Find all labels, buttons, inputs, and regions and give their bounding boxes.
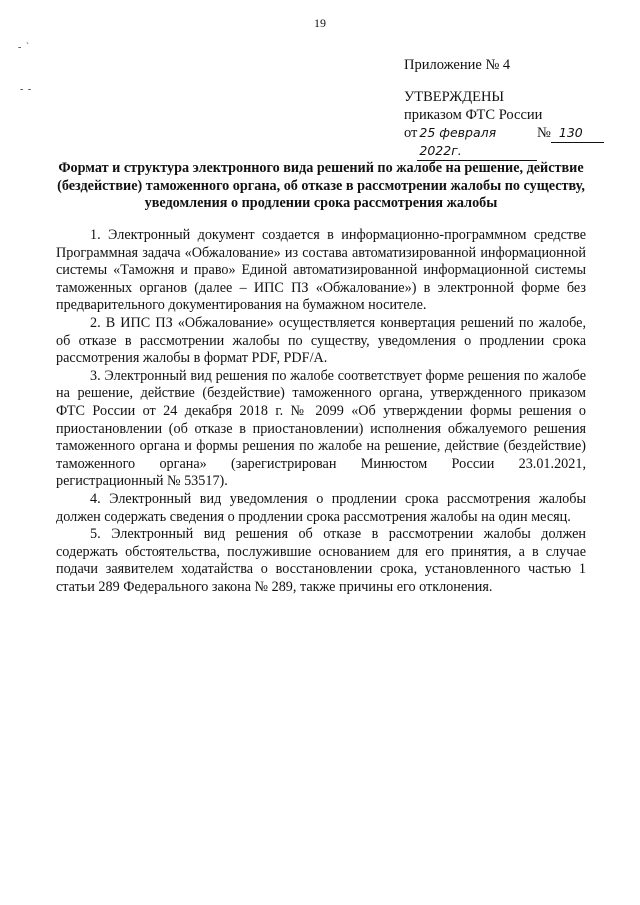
attachment-label: Приложение № 4 [404, 57, 511, 73]
order-label: приказом ФТС России [404, 107, 543, 123]
page-number: 19 [314, 16, 326, 30]
order-number: 130 [551, 124, 604, 143]
number-label: № [537, 125, 551, 141]
paragraph: 1. Электронный документ создается в информационно-программном средстве Программная задача «Обжалование» из состава автоматизированной информационной системы «Таможня и право» Единой автоматизированной информационной системы таможенных органов (далее – ИПС ПЗ «Обжалование») в электронной форме без предварительного документирования на бумажном носителе. [56, 227, 586, 314]
document-title: Формат и структура электронного вида решений по жалобе на решение, действие (бездействие) таможенного органа, об отказе в рассмотрении жалобы по существу, уведомления о продлении срока рассмотрения жалобы [57, 160, 585, 211]
scan-artifact: - ` [18, 42, 31, 53]
from-label: от [404, 125, 418, 141]
scan-artifact: - - [20, 84, 33, 95]
order-date: 25 февраля 2022г. [417, 124, 537, 161]
paragraph: 5. Электронный вид решения об отказе в рассмотрении жалобы должен содержать обстоятельства, послужившие основанием для его принятия, а в случае подачи заявителем ходатайства о восстановлении срока, установленного частью 1 статьи 289 Федерального закона № 289, также причины его отклонения. [56, 526, 586, 595]
document-body [56, 227, 586, 596]
approval-block [404, 56, 604, 161]
paragraph: 4. Электронный вид уведомления о продлении срока рассмотрения жалобы должен содержать сведения о продлении срока рассмотрения жалобы на один месяц. [56, 490, 586, 525]
paragraph: 3. Электронный вид решения по жалобе соответствует форме решения по жалобе на решение, действие (бездействие) таможенного органа, утвержденного приказом ФТС России от 24 декабря 2018 г. № 2099 «Об утверждении формы решения о приостановлении (об отказе в приостановлении) исполнения обжалуемого решения таможенного органа и формы решения по жалобе на решение, действие (бездействие) таможенного органа» (зарегистрирован Минюстом России 23.01.2021, регистрационный № 53517). [56, 367, 586, 490]
approved-label: УТВЕРЖДЕНЫ [404, 89, 505, 105]
order-date-line [404, 124, 604, 161]
paragraph: 2. В ИПС ПЗ «Обжалование» осуществляется конвертация решений по жалобе, об отказе в рассмотрении жалобы по существу, уведомления о продлении срока рассмотрения жалобы в формат PDF, PDF/A. [56, 314, 586, 367]
